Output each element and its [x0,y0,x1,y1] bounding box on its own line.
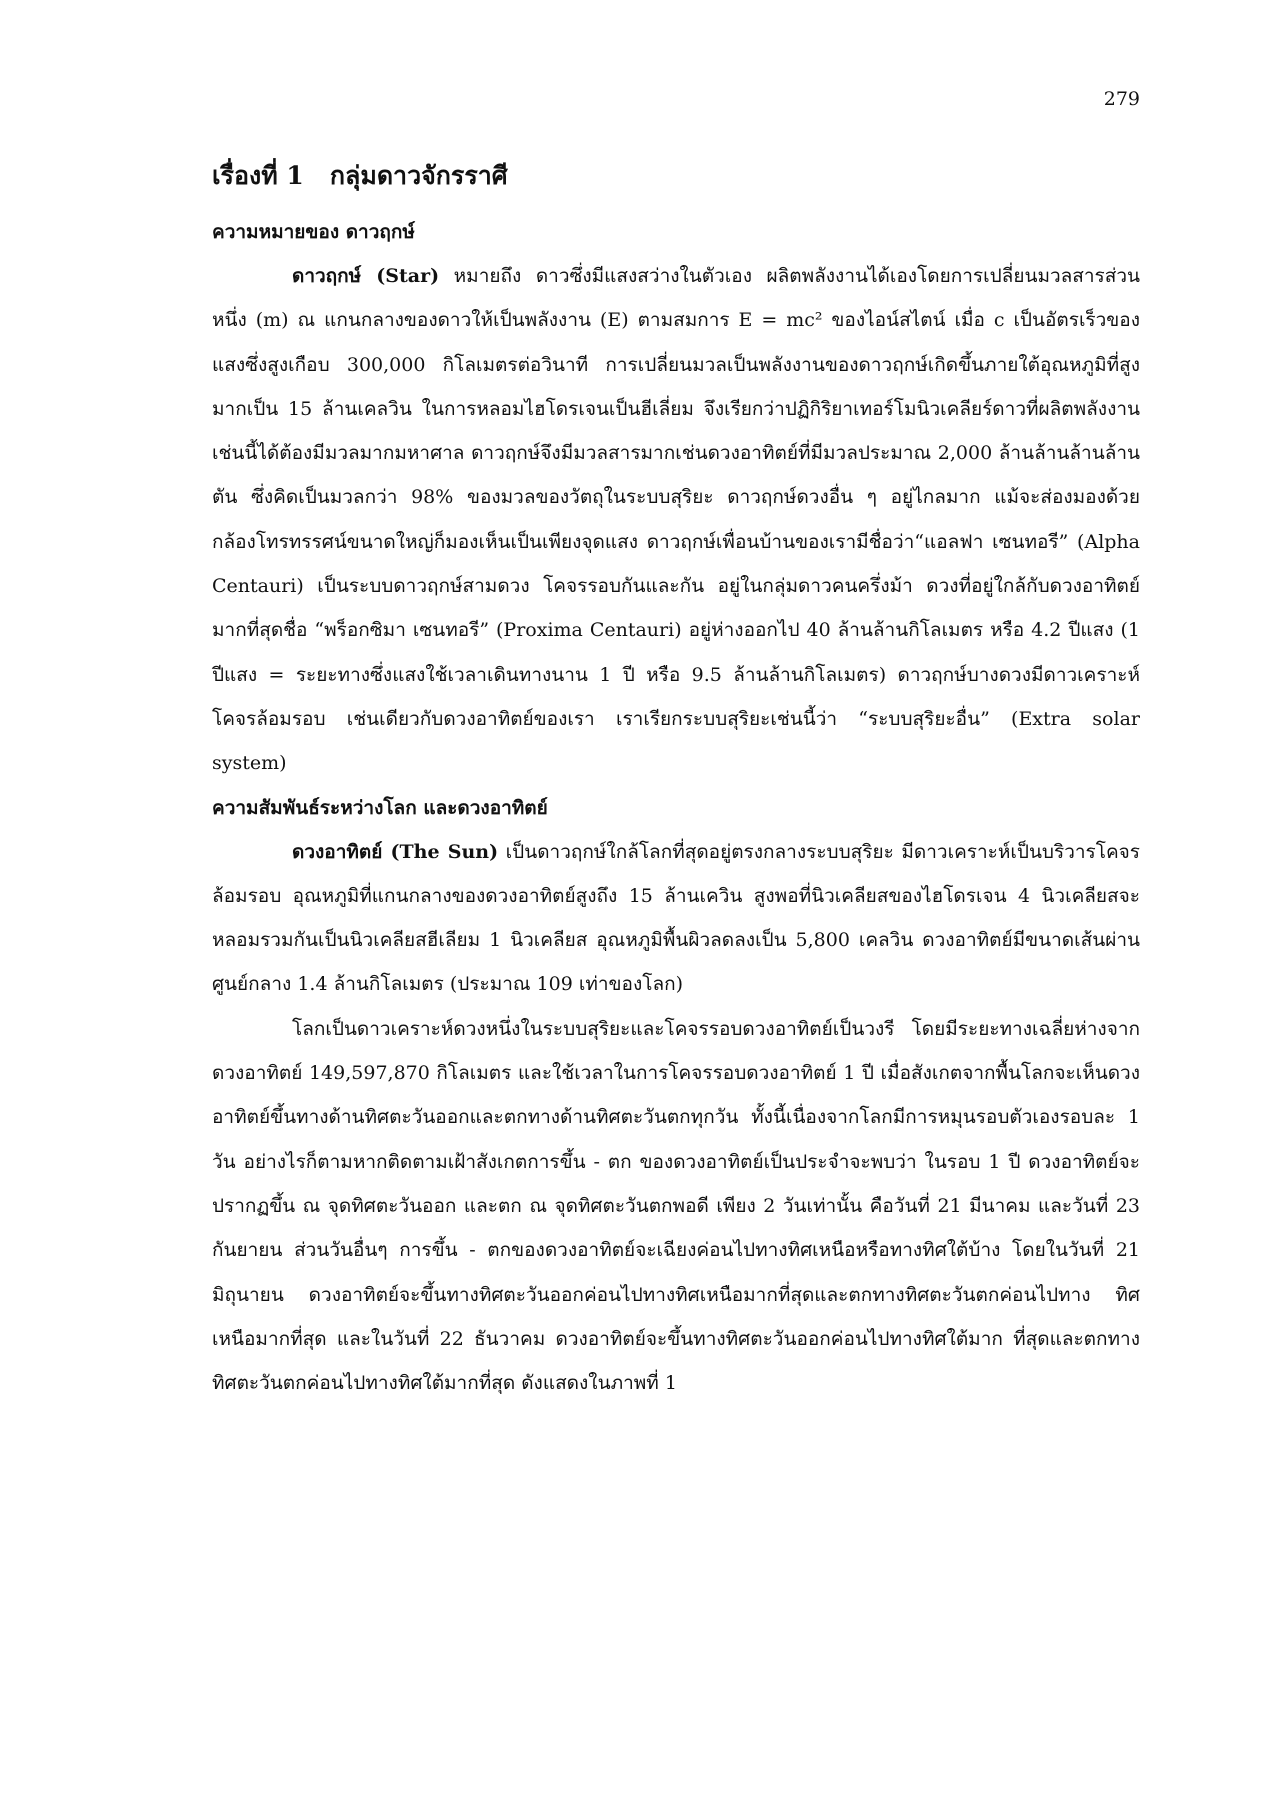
paragraph-sun-body: เป็นดาวฤกษ์ใกล้โลกที่สุดอยู่ตรงกลางระบบสุริยะ มีดาวเคราะห์เป็นบริวารโคจรล้อมรอบ อุณหภูมิที่แกนกลางของดวงอาทิตย์สูงถึง 15 ล้านเควิน สูงพอที่นิวเคลียสของไฮโดรเจน 4 นิวเคลียสจะหลอมรวมกันเป็นนิวเคลียสฮีเลียม 1 นิวเคลียส อุณหภูมิพื้นผิวลดลงเป็น 5,800 เคลวิน ดวงอาทิตย์มีขนาดเส้นผ่านศูนย์กลาง 1.4 ล้านกิโลเมตร (ประมาณ 109 เท่าของโลก) [212,840,1140,996]
section-heading-earth-sun: ความสัมพันธ์ระหว่างโลก และดวงอาทิตย์ [212,796,548,819]
paragraph-sun-definition [212,830,1140,1007]
term-sun: ดวงอาทิตย์ (The Sun) [292,840,499,863]
paragraph-star-definition [212,254,1140,786]
topic-title: เรื่องที่ 1 กลุ่มดาวจักรราศี [212,161,508,190]
paragraph-star-body: หมายถึง ดาวซึ่งมีแสงสว่างในตัวเอง ผลิตพลังงานได้เองโดยการเปลี่ยนมวลสารส่วนหนึ่ง (m) ณ แกนกลางของดาวให้เป็นพลังงาน (E) ตามสมการ E = mc² ของไอน์สไตน์ เมื่อ c เป็นอัตรเร็วของ แสงซึ่งสูงเกือบ 300,000 กิโลเมตรต่อวินาที การเปลี่ยนมวลเป็นพลังงานของดาวฤกษ์เกิดขึ้นภายใต้อุณหภูมิที่สูงมากเป็น 15 ล้านเคลวิน ในการหลอมไฮโดรเจนเป็นฮีเลี่ยม จึงเรียกว่าปฏิกิริยาเทอร์โมนิวเคลียร์ดาวที่ผลิตพลังงานเช่นนี้ได้ต้องมีมวลมากมหาศาล ดาวฤกษ์จึงมีมวลสารมากเช่นดวงอาทิตย์ที่มีมวลประมาณ 2,000 ล้านล้านล้านล้านตัน ซึ่งคิดเป็นมวลกว่า 98% ของมวลของวัตถุในระบบสุริยะ ดาวฤกษ์ดวงอื่น ๆ อยู่ไกลมาก แม้จะส่องมองด้วยกล้องโทรทรรศน์ขนาดใหญ่ก็มองเห็นเป็นเพียงจุดแสง ดาวฤกษ์เพื่อนบ้านของเรามีชื่อว่า“แอลฟา เซนทอรี” (Alpha Centauri) เป็นระบบดาวฤกษ์สามดวง โคจรรอบกันและกัน อยู่ในกลุ่มดาวคนครึ่งม้า ดวงที่อยู่ใกล้กับดวงอาทิตย์มากที่สุดชื่อ “พร็อกซิมา เซนทอรี” (Proxima Centauri) อยู่ห่างออกไป 40 ล้านล้านกิโลเมตร หรือ 4.2 ปีแสง (1 ปีแสง = ระยะทางซึ่งแสงใช้เวลาเดินทางนาน 1 ปี หรือ 9.5 ล้านล้านกิโลเมตร) ดาวฤกษ์บางดวงมีดาวเคราะห์โคจรล้อมรอบ เช่นเดียวกับดวงอาทิตย์ของเรา เราเรียกระบบสุริยะเช่นนี้ว่า “ระบบสุริยะอื่น” (Extra solar system) [212,265,1141,775]
term-star: ดาวฤกษ์ (Star) [292,265,440,287]
page-number: 279 [1103,88,1140,110]
section-heading-star-meaning: ความหมายของ ดาวฤกษ์ [212,221,415,243]
page-content [212,158,1140,1405]
paragraph-earth-orbit: โลกเป็นดาวเคราะห์ดวงหนึ่งในระบบสุริยะและโคจรรอบดวงอาทิตย์เป็นวงรี โดยมีระยะทางเฉลี่ยห่างจากดวงอาทิตย์ 149,597,870 กิโลเมตร และใช้เวลาในการโคจรรอบดวงอาทิตย์ 1 ปี เมื่อสังเกตจากพื้นโลกจะเห็นดวงอาทิตย์ขึ้นทางด้านทิศตะวันออกและตกทางด้านทิศตะวันตกทุกวัน ทั้งนี้เนื่องจากโลกมีการหมุนรอบตัวเองรอบละ 1 วัน อย่างไรก็ตามหากติดตามเฝ้าสังเกตการขึ้น - ตก ของดวงอาทิตย์เป็นประจำจะพบว่า ในรอบ 1 ปี ดวงอาทิตย์จะปรากฏขึ้น ณ จุดทิศตะวันออก และตก ณ จุดทิศตะวันตกพอดี เพียง 2 วันเท่านั้น คือวันที่ 21 มีนาคม และวันที่ 23 กันยายน ส่วนวันอื่นๆ การขึ้น - ตกของดวงอาทิตย์จะเฉียงค่อนไปทางทิศเหนือหรือทางทิศใต้บ้าง โดยในวันที่ 21 มิถุนายน ดวงอาทิตย์จะขึ้นทางทิศตะวันออกค่อนไปทางทิศเหนือมากที่สุดและตกทางทิศตะวันตกค่อนไปทาง ทิศเหนือมากที่สุด และในวันที่ 22 ธันวาคม ดวงอาทิตย์จะขึ้นทางทิศตะวันออกค่อนไปทางทิศใต้มาก ที่สุดและตกทางทิศตะวันตกค่อนไปทางทิศใต้มากที่สุด ดังแสดงในภาพที่ 1 [212,1017,1140,1395]
